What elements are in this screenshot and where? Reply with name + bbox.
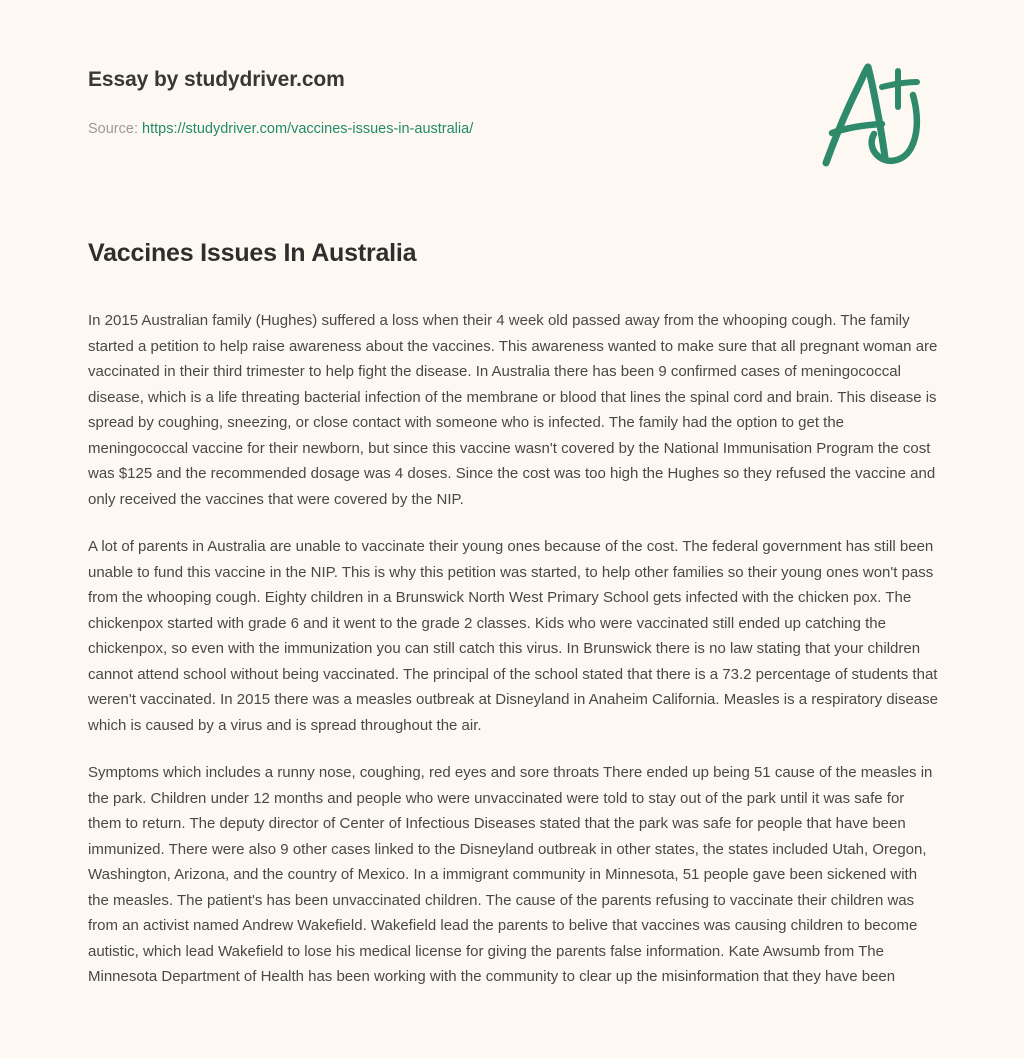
source-url-link[interactable]: https://studydriver.com/vaccines-issues-in-australia/ <box>142 121 474 137</box>
article <box>88 238 940 990</box>
article-body <box>88 308 940 990</box>
studydriver-logo[interactable] <box>812 55 930 175</box>
source-line <box>88 122 473 137</box>
article-paragraph: Symptoms which includes a runny nose, coughing, red eyes and sore throats There ended up being 51 cause of the measles in the park. Children under 12 months and people who were unvaccinated were told to stay out of the park until it was safe for them to return. The deputy director of Center of Infectious Diseases stated that the park was safe for people that have been immunized. There were also 9 other cases linked to the Disneyland outbreak in other states, the states included Utah, Oregon, Washington, Arizona, and the country of Mexico. In a immigrant community in Minnesota, 51 people gave been sickened with the measles. The patient's has been unvaccinated children. The cause of the parents refusing to vaccinate their children was from an activist named Andrew Wakefield. Wakefield lead the parents to belive that vaccines was causing children to become autistic, which lead Wakefield to lose his medical license for giving the parents false information. Kate Awsumb from The Minnesota Department of Health has been working with the community to clear up the misinformation that they have been <box>88 764 933 985</box>
page-title: Vaccines Issues In Australia <box>88 239 417 267</box>
a-plus-logo-icon <box>812 55 930 175</box>
article-paragraph: In 2015 Australian family (Hughes) suffered a loss when their 4 week old passed away from the whooping cough. The family started a petition to help raise awareness about the vaccines. This awareness wanted to make sure that all pregnant woman are vaccinated in their third trimester to help fight the disease. In Australia there has been 9 confirmed cases of meningococcal disease, which is a life threating bacterial infection of the membrane or blood that lines the spinal cord and brain. This disease is spread by coughing, sneezing, or close contact with someone who is infected. The family had the option to get the meningococcal vaccine for their newborn, but since this vaccine wasn't covered by the National Immunisation Program the cost was $125 and the recommended dosage was 4 doses. Since the cost was too high the Hughes so they refused the vaccine and only received the vaccines that were covered by the NIP. <box>88 312 938 508</box>
article-paragraph: A lot of parents in Australia are unable to vaccinate their young ones because of the cost. The federal government has still been unable to fund this vaccine in the NIP. This is why this petition was started, to help other families so their young ones won't pass from the whooping cough. Eighty children in a Brunswick North West Primary School gets infected with the chicken pox. The chickenpox started with grade 6 and it went to the grade 2 classes. Kids who were vaccinated still ended up catching the chickenpox, so even with the immunization you can still catch this virus. In Brunswick there is no law stating that your children cannot attend school without being vaccinated. The principal of the school stated that there is a 73.2 percentage of students that weren't vaccinated. In 2015 there was a measles outbreak at Disneyland in Anaheim California. Measles is a respiratory disease which is caused by a virus and is spread throughout the air. <box>88 538 938 734</box>
page-header <box>0 0 1024 190</box>
essay-byline: Essay by studydriver.com <box>88 68 345 91</box>
source-label: Source: <box>88 121 138 137</box>
